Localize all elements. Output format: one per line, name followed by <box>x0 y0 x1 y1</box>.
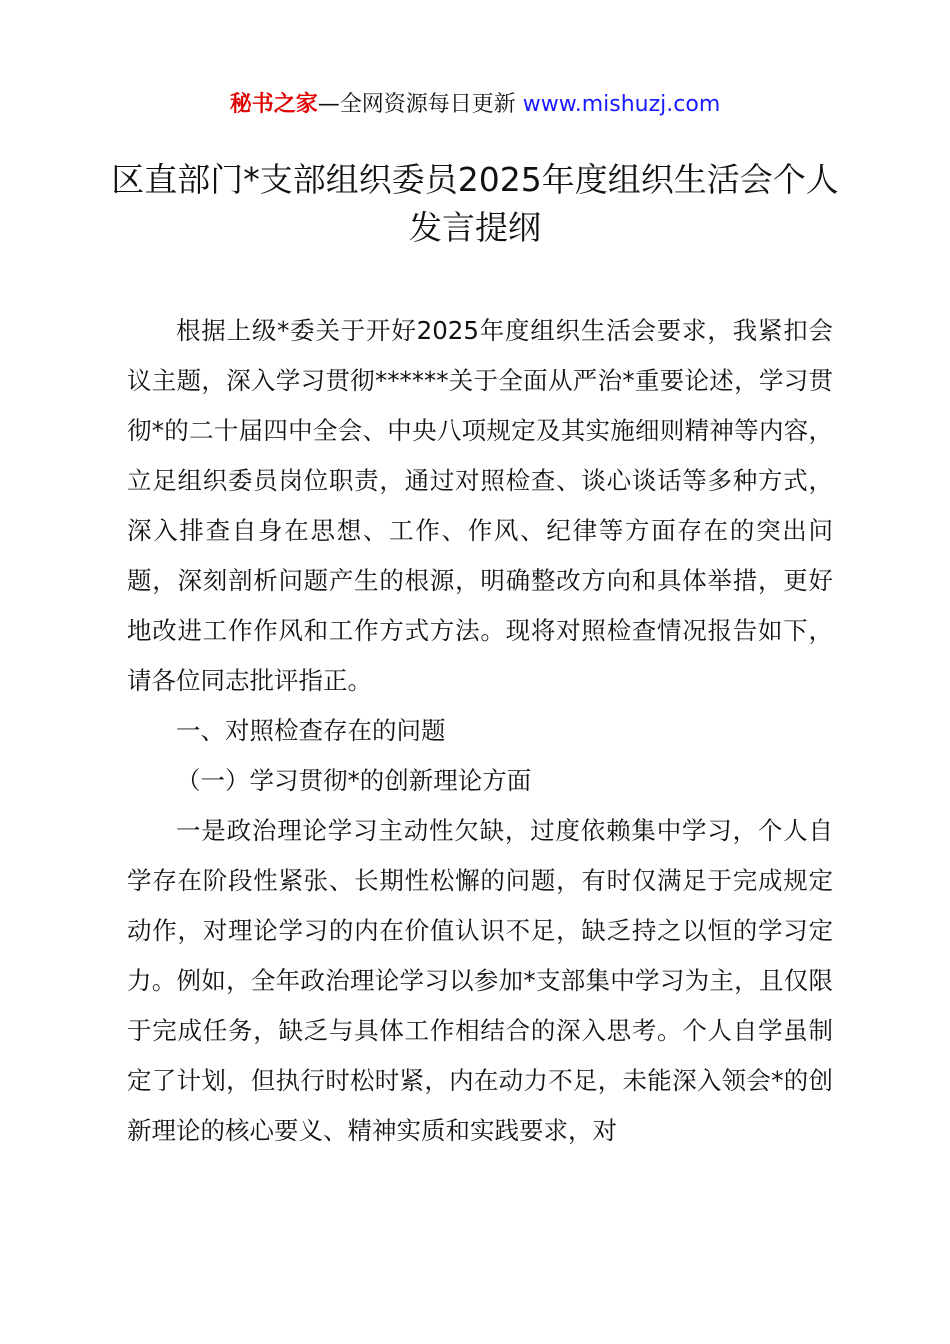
subsection-heading: （一）学习贯彻*的创新理论方面 <box>176 766 532 795</box>
intro-paragraph: 根据上级*委关于开好2025年度组织生活会要求，我紧扣会议主题，深入学习贯彻******关于全面从严治*重要论述，学习贯彻*的二十届四中全会、中央八项规定及其实施细则精神等内容，立足组织委员岗位职责，通过对照检查、谈心谈话等多种方式，深入排查自身在思想、工作、作风、纪律等方面存在的突出问题，深刻剖析问题产生的根源，明确整改方向和具体举措，更好地改进工作作风和工作方式方法。现将对照检查情况报告如下，请各位同志批评指正。 <box>127 316 833 695</box>
site-header <box>0 88 950 122</box>
site-tagline: —全网资源每日更新 <box>317 92 523 117</box>
document-body <box>127 306 833 1156</box>
section-heading: 一、对照检查存在的问题 <box>176 716 446 745</box>
body-paragraph: 一是政治理论学习主动性欠缺，过度依赖集中学习，个人自学存在阶段性紧张、长期性松懈的问题，有时仅满足于完成规定动作，对理论学习的内在价值认识不足，缺乏持之以恒的学习定力。例如，全年政治理论学习以参加*支部集中学习为主，且仅限于完成任务，缺乏与具体工作相结合的深入思考。个人自学虽制定了计划，但执行时松时紧，内在动力不足，未能深入领会*的创新理论的核心要义、精神实质和实践要求，对 <box>127 816 833 1145</box>
document-title: 区直部门*支部组织委员2025年度组织生活会个人发言提纲 <box>111 160 839 247</box>
site-brand: 秘书之家 <box>229 92 318 117</box>
site-url-link[interactable]: www.mishuzj.com <box>522 92 721 117</box>
